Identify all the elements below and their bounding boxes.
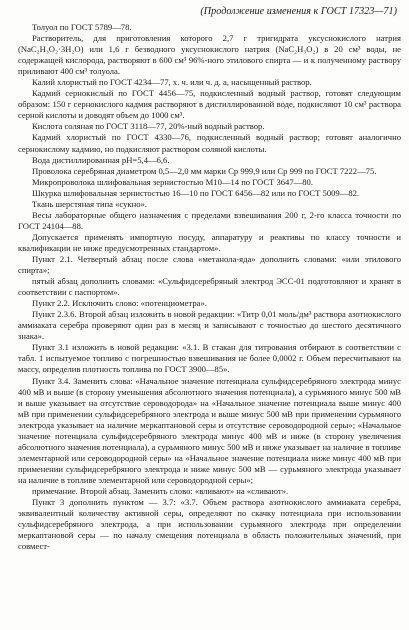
paragraph: Шкурка шлифовальная зернистостью 16—10 по ГОСТ 6456—82 или по ГОСТ 5009—82. xyxy=(32,187,360,198)
paragraph: Микропроволока шлифовальная зернистостью М10—14 по ГОСТ 3647—80. xyxy=(32,176,313,187)
paragraph: Кадмий хлористый по ГОСТ 4330—76, подкисленный водный раствор; готовят аналогично сернокислому кадмию, но подкисляют раствором соляной кислоты. xyxy=(18,132,401,154)
paragraph: Весы лабораторные общего назначения с пределами взвешивания 200 г, 2-го класса точности по ГОСТ 24104—88. xyxy=(18,209,401,231)
paragraph: Пункт 3 дополнить пунктом — 3.7: «3.7. Объем раствора азотнокислого аммиаката серебра, эквивалентный количеству активной серы, определяют по скачку потенциала при использовании сульфидсеребряного электрода, а при использовании сурьмяного электрода при определении меркаптановой серы — по началу смещения потенциала в область положительных значений, при совмест- xyxy=(18,497,401,552)
paragraph: Ткань шерстяная типа «сукно». xyxy=(32,198,147,209)
paragraph: Пункт 2.3.6. Второй абзац изложить в новой редакции: «Титр 0,01 моль/дм³ раствора азотнокислого аммиаката серебра проверяют один раз в месяц и записывают с точностью до шестого десятичного знака». xyxy=(18,309,401,342)
paragraph: Пункт 2.1. Четвертый абзац после слова «метанола-яда» дополнить словами: «или этилового спирта»; xyxy=(18,253,401,276)
document-body xyxy=(18,22,401,552)
paragraph: Пункт 3.1 изложить в новой редакции: «3.1. В стакан для титрования отбирают в соответствии с табл. 1 испытуемое топливо с погрешностью взвешивания не более 0,0002 г. Объем пересчитывают на массу, определив плотность топлива по ГОСТ 3900—85». xyxy=(18,342,401,375)
page-header: (Продолжение изменения к ГОСТ 17323—71) xyxy=(200,6,397,17)
paragraph: Калий хлористый по ГОСТ 4234—77, х. ч. или ч. д. а, насыщенный раствор. xyxy=(32,77,312,88)
paragraph: Вода дистиллированная pH=5,4—6,6. xyxy=(32,154,170,165)
paragraph: пятый абзац дополнить словами: «Сульфидсеребряный электрод ЭСС-01 подготовляют и хранят в соответствии с паспортом». xyxy=(18,276,401,298)
paragraph: Проволока серебряная диаметром 0,5—2,0 мм марки Ср 999,9 или Ср 999 по ГОСТ 7222—75. xyxy=(32,165,377,176)
paragraph: Растворитель, для приготовления которого 2,7 г тригидрата уксуснокислого натрия (NaC₂H₃O₂·3H₂O) или 1,6 г безводного уксуснокислого натрия (NaC₂H₃O₂) в 20 см³ воды, не содержащей кислорода, растворяют в 600 см³ 96%-ного этилового спирта — и к полученному раствору приливают 400 см³ толуола. xyxy=(18,33,401,77)
paragraph: Кислота соляная по ГОСТ 3118—77, 20%-ный водный раствор. xyxy=(32,121,265,132)
paragraph: Толуол по ГОСТ 5789—78. xyxy=(32,22,132,32)
paragraph: Пункт 2.2. Исключить слово: «потенциометра». xyxy=(32,298,207,309)
paragraph: Кадмий сернокислый по ГОСТ 4456—75, подкисленный водный раствор, готовят следующим образом: 150 г сернокислого кадмия растворяют в дистиллированной воде, подкисляют 10 см³ раствора серной кислоты и доводят объем до 1000 см³. xyxy=(18,88,401,121)
paragraph: Допускается применять импортную посуду, аппаратуру и реактивы по классу точности и квалификации не ниже предусмотренных стандартом». xyxy=(18,231,401,253)
paragraph: примечание. Второй абзац. Заменить слово: «вливают» на «сливают». xyxy=(32,485,289,496)
paragraph: Пункт 3.4. Заменить слова: «Начальное значение потенциала сульфидсеребряного электрода минус 400 мВ и выше (в сторону уменьшения абсолютного значения потенциала), а сурьмяного минус 500 мВ и выше указывает на отсутствие сероводорода» на «Начальное значение потенциала выше минус 400 мВ при применении сульфидсеребряного электрода и выше минус 500 мВ при применении сурьмяного электрода указывает на наличие меркаптановой серы и отсутствие сероводородной серы»; «Начальное значение потенциала сульфидсеребряного электрода минус 400 мВ и ниже (в сторону увеличения абсолютного значения потенциала), а сурьмяного минус 500 мВ и ниже указывает на наличие в топливе элементарной или сероводородной серы» на «Начальное значение потенциала ниже минус 400 мВ при применении сульфидсеребряного электрода и ниже минус 500 мВ — сурьмяного электрода указывает на наличие в топливе элементарной или сероводородной серы»; xyxy=(18,375,401,485)
